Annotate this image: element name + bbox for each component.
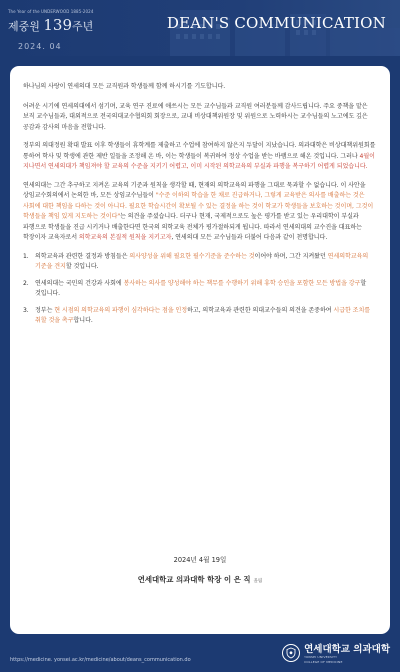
- greeting-paragraph: 하나님의 사랑이 연세의대 모든 교직원과 학생들께 함께 하시기를 기도합니다.: [23, 83, 226, 90]
- anniversary-main-text: 제중원 139주년: [8, 16, 94, 34]
- signature: 연세대학교 의과대학 학장 이 은 직 올림: [137, 575, 263, 584]
- logo-english-name-2: COLLEGE OF MEDICINE: [304, 659, 343, 664]
- logo-korean-name: 연세대학교 의과대학: [304, 644, 390, 655]
- page-title: DEAN'S COMMUNICATION: [166, 14, 386, 32]
- seal-text: 올림: [253, 579, 263, 584]
- letter-card: [10, 66, 390, 634]
- letter-date: 2024년 4월 19일: [173, 556, 227, 564]
- anniversary-number: 139: [43, 16, 73, 34]
- gratitude-paragraph: 어려운 시기에 연세의대에서 섬기며, 교육 연구 진료에 애쓰시는 모든 교수님들과 교직원 여러분들께 감사드립니다. 주요 중책을 맡은 보직 교수님들과, 대외적으로 전국의대교수협의회 회장으로, 교내 비상대책위원장 및 위원으로 노력하시는 교수님들의 노고에도 깊은 공감과 감사의 마음을 전합니다.: [23, 102, 368, 131]
- issue-date: 2024. 04: [18, 42, 62, 51]
- list-number: 1.: [23, 252, 29, 260]
- highlight-text: 연세의학교육의 기준을 견지: [35, 252, 369, 270]
- logo-english-name-1: YONSEI UNIVERSITY: [304, 655, 338, 659]
- position-paragraph: 연세의대는 그간 추구하고 지켜온 교육의 기준과 원칙을 생각할 때, 현재의 의학교육의 파행을 그대로 묵과할 수 없습니다. 이 사안을 상임교수회의에서 논의한 바, 모든 상임교수님들이 "수준 이하의 학습을 한 채로 진급하거나, 그렇게 교육받은 의사를 배출하는 것은 사회에 대한 책임을 다하는 것이 아니다. 필요한 학습시간이 확보될 수 있는 결정을 하는 것이 학교가 학생들을 보호하는 것이며, 그것이 학생들을 책임 있게 지도하는 것이다"는 의견을 주셨습니다. 더구나 현재, 국제적으로도 높은 평가를 받고 있는 우리대학이 부실과 파행으로 학생들을 진급 시키거나 배출한다면 한국의 의학교육 전체가 평가절하되게 됩니다. 따라서 연세의대의 교수진을 대표하는 학장이자 교육자로서 의학교육의 본질적 원칙을 지키고자, 연세의대 모든 교수님들과 더불어 다음과 같이 천명합니다.: [23, 181, 374, 241]
- anniversary-small-text: The Year of the UNDERWOOD 1885-2024: [8, 9, 94, 14]
- situation-paragraph: 정부의 의대정원 확대 발표 이후 학생들이 휴학계를 제출하고 수업에 참여하지 않은지 두달이 지났습니다. 의과대학은 비상대책위원회를 통하여 학사 및 학생에 관한 제반 일들을 조정해 온 바, 이는 학생들이 복귀하여 정상 수업을 받는 바램으로 해온 것입니다. 그러나 4월이 지나면서 연세의대가 책임져야 할 교육의 수준을 지키기 어렵고, 이미 시작된 의학교육의 부실과 파행을 복구하기 어렵게 되었습니다.: [23, 142, 376, 170]
- list-number: 3.: [23, 306, 29, 314]
- header-banner: [0, 0, 400, 56]
- university-logo: [282, 641, 390, 664]
- source-link[interactable]: https://medicine. yonsei.ac.kr/medicine/about/deans_communication.do: [10, 657, 191, 663]
- list-item: 1. 의학교육과 관련한 결정과 방침들은 의사양성을 위해 필요한 필수기준을 준수하는 것이어야 하며, 그간 지켜왔던 연세의학교육의 기준을 견지할 것입니다.: [23, 252, 378, 273]
- declaration-list: [23, 252, 378, 327]
- list-number: 2.: [23, 279, 29, 287]
- anniversary-emblem: [8, 9, 128, 34]
- highlight-text: 봉사하는 의사를 양성해야 하는 책무를 수행하기 위해 휴학 승인을 포함한 모든 방법을 강구: [123, 279, 361, 287]
- highlight-text: 4월이 지나면서 연세의대가 책임져야 할 교육의 수준을 지키기 어렵고, 이미 시작된 의학교육의 부실과 파행을 복구하기 어렵게 되었습니다.: [23, 152, 375, 170]
- highlight-text: 시급한 조치를 취할 것을 촉구: [35, 306, 371, 324]
- highlight-text: 현 시점의 의학교육의 파행이 심각하다는 점을 인정: [54, 306, 188, 314]
- list-item: 2. 연세의대는 국민의 건강과 사회에 봉사하는 의사를 양성해야 하는 책무를 수행하기 위해 휴학 승인을 포함한 모든 방법을 강구할 것입니다.: [23, 279, 378, 300]
- highlight-text: 의사양성을 위해 필요한 필수기준을 준수하는 것: [129, 252, 255, 260]
- list-item: 3. 정부는 현 시점의 의학교육의 파행이 심각하다는 점을 인정하고, 의학교육과 관련한 의대교수들의 의견을 존중하여 시급한 조치를 취할 것을 촉구합니다.: [23, 306, 378, 327]
- shield-icon: [282, 644, 300, 662]
- highlight-text: 의학교육의 본질적 원칙을 지키고자: [78, 234, 172, 241]
- highlight-quote: "수준 이하의 학습을 한 채로 진급하거나, 그렇게 교육받은 의사를 배출하는 것은 사회에 대한 책임을 다하는 것이 아니다. 필요한 학습시간이 확보될 수 있는 결정을 하는 것이 학교가 학생들을 보호하는 것이며, 그것이 학생들을 책임 있게 지도하는 것이다": [23, 192, 374, 220]
